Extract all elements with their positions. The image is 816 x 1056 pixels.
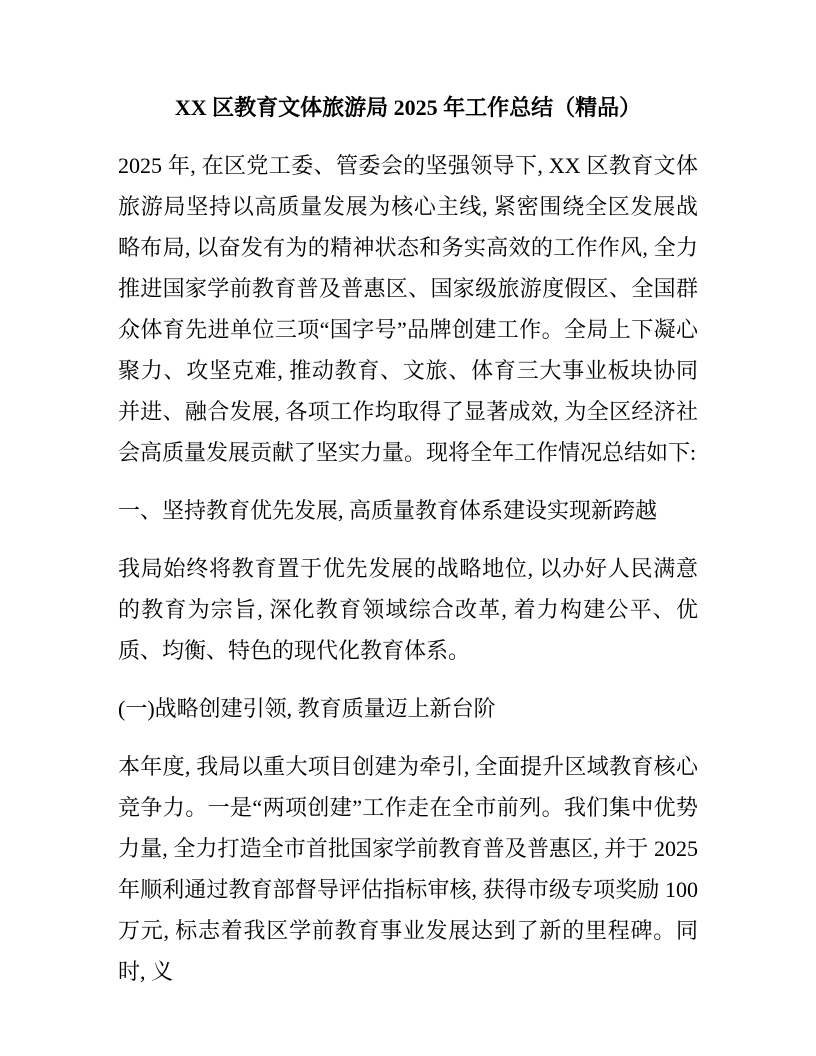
section-1-intro-paragraph: 我局始终将教育置于优先发展的战略地位, 以办好人民满意的教育为宗旨, 深化教育领域综合改革, 着力构建公平、优质、均衡、特色的现代化教育体系。 [118, 556, 698, 663]
subsection-1-1-heading: (一)战略创建引领, 教育质量迈上新台阶 [118, 696, 496, 721]
intro-paragraph: 2025 年, 在区党工委、管委会的坚强领导下, XX 区教育文体旅游局坚持以高质量发展为核心主线, 紧密围绕全区发展战略布局, 以奋发有为的精神状态和务实高效的工作作风, 全力推进国家学前教育普及普惠区、国家级旅游度假区、全国群众体育先进单位三项“国字号”品牌创建工作。全局上下凝心聚力、攻坚克难, 推动教育、文旅、体育三大事业板块协同并进、融合发展, 各项工作均取得了显著成效, 为全区经济社会高质量发展贡献了坚实力量。现将全年工作情况总结如下: [118, 153, 698, 465]
subsection-1-1-paragraph: 本年度, 我局以重大项目创建为牵引, 全面提升区域教育核心竞争力。一是“两项创建”工作走在全市前列。我们集中优势力量, 全力打造全市首批国家学前教育普及普惠区, 并于 2025 年顺利通过教育部督导评估指标审核, 获得市级专项奖励 100 万元, 标志着我区学前教育事业发展达到了新的里程碑。同时, 义 [118, 754, 698, 984]
document-title: XX 区教育文体旅游局 2025 年工作总结（精品） [174, 95, 642, 120]
section-1-heading: 一、坚持教育优先发展, 高质量教育体系建设实现新跨越 [118, 498, 658, 523]
